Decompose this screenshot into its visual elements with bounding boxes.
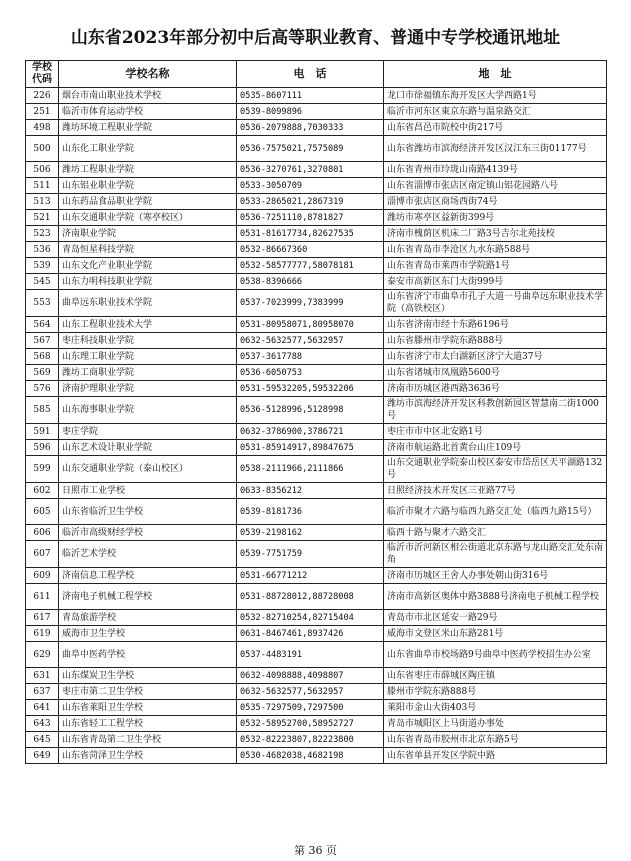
school-name-cell: 潍坊环境工程职业学院: [59, 120, 237, 136]
school-code-cell: 567: [26, 333, 59, 349]
school-name-cell: 临沂市高级财经学校: [59, 525, 237, 541]
school-code-cell: 545: [26, 274, 59, 290]
school-code-cell: 606: [26, 525, 59, 541]
school-code-cell: 643: [26, 716, 59, 732]
phone-cell: 0633-8356212: [237, 483, 384, 499]
phone-cell: 0537-4483191: [237, 642, 384, 668]
table-row: [26, 210, 607, 226]
address-cell: 潍坊市滨海经济开发区科教创新园区智慧南二街1000号: [384, 397, 607, 424]
phone-cell: 0538-8396666: [237, 274, 384, 290]
table-row: [26, 748, 607, 764]
school-name-cell: 山东工程职业技术大学: [59, 317, 237, 333]
table-row: [26, 397, 607, 424]
school-name-cell: 山东文化产业职业学院: [59, 258, 237, 274]
school-code-cell: 645: [26, 732, 59, 748]
table-row: [26, 226, 607, 242]
phone-cell: 0536-6050753: [237, 365, 384, 381]
phone-cell: 0632-5632577,5632957: [237, 333, 384, 349]
address-cell: 泰安市高新区东门大街999号: [384, 274, 607, 290]
address-cell: 莱阳市金山大街403号: [384, 700, 607, 716]
table-row: [26, 700, 607, 716]
school-code-cell: 599: [26, 456, 59, 483]
phone-cell: 0531-66771212: [237, 568, 384, 584]
table-row: [26, 626, 607, 642]
school-name-cell: 山东交通职业学院（泰山校区）: [59, 456, 237, 483]
school-code-cell: 564: [26, 317, 59, 333]
table-row: [26, 136, 607, 162]
phone-cell: 0533-3050709: [237, 178, 384, 194]
address-cell: 临西十路与聚才六路交汇: [384, 525, 607, 541]
phone-cell: 0532-82223807,82223800: [237, 732, 384, 748]
phone-cell: 0538-2111966,2111866: [237, 456, 384, 483]
school-name-cell: 山东化工职业学院: [59, 136, 237, 162]
address-cell: 济南市航运路北首黄台山庄109号: [384, 440, 607, 456]
phone-cell: 0533-2865021,2867319: [237, 194, 384, 210]
table-row: [26, 274, 607, 290]
table-row: [26, 349, 607, 365]
school-name-cell: 威海市卫生学校: [59, 626, 237, 642]
address-cell: 山东省昌邑市院校中街217号: [384, 120, 607, 136]
address-cell: 潍坊市寒亭区益新街399号: [384, 210, 607, 226]
header-school-code: 学校代码: [26, 61, 59, 88]
table-row: [26, 456, 607, 483]
school-name-cell: 枣庄市第二卫生学校: [59, 684, 237, 700]
school-code-cell: 602: [26, 483, 59, 499]
school-name-cell: 曲阜中医药学校: [59, 642, 237, 668]
school-address-table: [25, 60, 607, 764]
address-cell: 山东省单县开发区学院中路: [384, 748, 607, 764]
phone-cell: 0532-86667360: [237, 242, 384, 258]
address-cell: 济南市槐荫区机床二厂路3号吉尔北苑技校: [384, 226, 607, 242]
school-name-cell: 青岛旅游学校: [59, 610, 237, 626]
school-code-cell: 629: [26, 642, 59, 668]
school-code-cell: 619: [26, 626, 59, 642]
address-cell: 山东省青岛市李沧区九水东路588号: [384, 242, 607, 258]
phone-cell: 0539-2198162: [237, 525, 384, 541]
school-code-cell: 521: [26, 210, 59, 226]
table-row: [26, 642, 607, 668]
phone-cell: 0536-3270761,3270801: [237, 162, 384, 178]
header-phone: 电 话: [237, 61, 384, 88]
school-code-cell: 568: [26, 349, 59, 365]
phone-cell: 0532-58952700,58952727: [237, 716, 384, 732]
school-code-cell: 609: [26, 568, 59, 584]
school-code-cell: 226: [26, 88, 59, 104]
phone-cell: 0531-88728012,88728008: [237, 584, 384, 610]
school-name-cell: 山东艺术设计职业学院: [59, 440, 237, 456]
school-name-cell: 烟台市南山职业技术学校: [59, 88, 237, 104]
phone-cell: 0536-7575021,7575089: [237, 136, 384, 162]
phone-cell: 0531-80958071,80958070: [237, 317, 384, 333]
phone-cell: 0530-4682038,4682198: [237, 748, 384, 764]
school-name-cell: 日照市工业学校: [59, 483, 237, 499]
phone-cell: 0535-8607111: [237, 88, 384, 104]
address-cell: 淄博市张店区商场西街74号: [384, 194, 607, 210]
address-cell: 青岛市城阳区上马街道办事处: [384, 716, 607, 732]
school-name-cell: 济南信息工程学校: [59, 568, 237, 584]
school-code-cell: 251: [26, 104, 59, 120]
address-cell: 山东省济宁市曲阜市孔子大道一号曲阜远东职业技术学院（高铁校区）: [384, 290, 607, 317]
phone-cell: 0531-59532205,59532206: [237, 381, 384, 397]
table-row: [26, 317, 607, 333]
address-cell: 临沂市聚才六路与临西九路交汇处（临西九路15号）: [384, 499, 607, 525]
school-code-cell: 498: [26, 120, 59, 136]
table-row: [26, 483, 607, 499]
phone-cell: 0535-7297509,7297500: [237, 700, 384, 716]
table-row: [26, 668, 607, 684]
table-row: [26, 440, 607, 456]
page-title: 山东省2023年部分初中后高等职业教育、普通中专学校通讯地址: [70, 28, 561, 48]
school-code-cell: 500: [26, 136, 59, 162]
school-name-cell: 济南电子机械工程学校: [59, 584, 237, 610]
phone-cell: 0632-5632577,5632957: [237, 684, 384, 700]
table-row: [26, 178, 607, 194]
school-code-cell: 596: [26, 440, 59, 456]
school-name-cell: 枣庄学院: [59, 424, 237, 440]
phone-cell: 0536-2079888,7030333: [237, 120, 384, 136]
table-row: [26, 88, 607, 104]
address-cell: 日照经济技术开发区三亚路77号: [384, 483, 607, 499]
phone-cell: 0536-5128996,5128998: [237, 397, 384, 424]
school-code-cell: 605: [26, 499, 59, 525]
school-name-cell: 山东药品食品职业学院: [59, 194, 237, 210]
school-name-cell: 山东省菏泽卫生学校: [59, 748, 237, 764]
table-row: [26, 684, 607, 700]
school-name-cell: 山东海事职业学院: [59, 397, 237, 424]
school-code-cell: 569: [26, 365, 59, 381]
table-row: [26, 610, 607, 626]
phone-cell: 0632-3786900,3786721: [237, 424, 384, 440]
school-code-cell: 641: [26, 700, 59, 716]
school-name-cell: 山东铝业职业学院: [59, 178, 237, 194]
school-name-cell: 潍坊工程职业学院: [59, 162, 237, 178]
phone-cell: 0539-7751759: [237, 541, 384, 568]
table-row: [26, 499, 607, 525]
address-cell: 山东省滕州市学院东路888号: [384, 333, 607, 349]
school-code-cell: 576: [26, 381, 59, 397]
school-name-cell: 山东煤炭卫生学校: [59, 668, 237, 684]
table-row: [26, 194, 607, 210]
school-name-cell: 潍坊工商职业学院: [59, 365, 237, 381]
school-name-cell: 山东省莱阳卫生学校: [59, 700, 237, 716]
table-row: [26, 242, 607, 258]
table-row: [26, 290, 607, 317]
school-code-cell: 506: [26, 162, 59, 178]
school-name-cell: 临沂市体育运动学校: [59, 104, 237, 120]
phone-cell: 0537-3617788: [237, 349, 384, 365]
page-number: 第 36 页: [294, 844, 337, 857]
phone-cell: 0537-7023999,7383999: [237, 290, 384, 317]
school-code-cell: 611: [26, 584, 59, 610]
address-cell: 山东省济宁市太白湖新区济宁大道37号: [384, 349, 607, 365]
address-cell: 济南市历城区港西路3636号: [384, 381, 607, 397]
address-cell: 山东省淄博市张店区南定镇山铝花园路八号: [384, 178, 607, 194]
table-row: [26, 365, 607, 381]
school-name-cell: 山东理工职业学院: [59, 349, 237, 365]
phone-cell: 0531-81617734,82627535: [237, 226, 384, 242]
address-cell: 山东省潍坊市滨海经济开发区汉江东三街01177号: [384, 136, 607, 162]
address-cell: 青岛市市北区延安一路29号: [384, 610, 607, 626]
address-cell: 山东省枣庄市薛城区陶庄镇: [384, 668, 607, 684]
school-code-cell: 523: [26, 226, 59, 242]
address-cell: 临沂市河东区東京东路与温泉路交汇: [384, 104, 607, 120]
table-row: [26, 333, 607, 349]
school-name-cell: 济南护理职业学院: [59, 381, 237, 397]
school-code-cell: 539: [26, 258, 59, 274]
phone-cell: 0531-85914917,89847675: [237, 440, 384, 456]
table-row: [26, 104, 607, 120]
address-cell: 山东交通职业学院泰山校区泰安市岱岳区天平湖路132号: [384, 456, 607, 483]
school-code-cell: 649: [26, 748, 59, 764]
school-name-cell: 临沂艺术学校: [59, 541, 237, 568]
table-row: [26, 541, 607, 568]
address-cell: 山东省曲阜市校场路9号曲阜中医药学校招生办公室: [384, 642, 607, 668]
address-cell: 威海市文登区米山东路281号: [384, 626, 607, 642]
school-code-cell: 591: [26, 424, 59, 440]
school-name-cell: 枣庄科技职业学院: [59, 333, 237, 349]
table-row: [26, 584, 607, 610]
address-cell: 济南市历城区王舍人办事处朝山街316号: [384, 568, 607, 584]
phone-cell: 0631-8467461,8937426: [237, 626, 384, 642]
table-row: [26, 716, 607, 732]
address-cell: 济南市高新区奥体中路3888号济南电子机械工程学校: [384, 584, 607, 610]
school-name-cell: 山东力明科技职业学院: [59, 274, 237, 290]
table-row: [26, 732, 607, 748]
school-code-cell: 637: [26, 684, 59, 700]
address-cell: 山东省青岛市胶州市北京东路5号: [384, 732, 607, 748]
address-cell: 临沂市沂河新区相公街道北京东路与龙山路交汇处东南角: [384, 541, 607, 568]
school-code-cell: 631: [26, 668, 59, 684]
phone-cell: 0536-7251110,8781827: [237, 210, 384, 226]
school-code-cell: 617: [26, 610, 59, 626]
phone-cell: 0532-82710254,82715404: [237, 610, 384, 626]
table-row: [26, 424, 607, 440]
school-name-cell: 山东省青岛第二卫生学校: [59, 732, 237, 748]
school-code-cell: 536: [26, 242, 59, 258]
table-header-row: [26, 61, 607, 88]
table-row: [26, 162, 607, 178]
table-body: [26, 88, 607, 764]
school-name-cell: 青岛恒星科技学院: [59, 242, 237, 258]
school-code-cell: 553: [26, 290, 59, 317]
table-row: [26, 525, 607, 541]
address-cell: 山东省济南市经十东路6196号: [384, 317, 607, 333]
phone-cell: 0532-58577777,58078181: [237, 258, 384, 274]
address-cell: 山东省青州市玲珑山南路4139号: [384, 162, 607, 178]
address-cell: 枣庄市市中区北安路1号: [384, 424, 607, 440]
address-cell: 山东省诸城市凤凰路5600号: [384, 365, 607, 381]
school-code-cell: 585: [26, 397, 59, 424]
phone-cell: 0539-8099896: [237, 104, 384, 120]
header-school-name: 学校名称: [59, 61, 237, 88]
address-cell: 滕州市学院东路888号: [384, 684, 607, 700]
school-name-cell: 山东交通职业学院（寒亭校区）: [59, 210, 237, 226]
school-name-cell: 山东省临沂卫生学校: [59, 499, 237, 525]
table-row: [26, 568, 607, 584]
phone-cell: 0539-8181736: [237, 499, 384, 525]
school-name-cell: 山东省轻工工程学校: [59, 716, 237, 732]
phone-cell: 0632-4098888,4098807: [237, 668, 384, 684]
address-cell: 山东省青岛市莱西市学院路1号: [384, 258, 607, 274]
table-row: [26, 258, 607, 274]
address-cell: 龙口市徐福镇东海开发区大学西路1号: [384, 88, 607, 104]
school-name-cell: 济南职业学院: [59, 226, 237, 242]
header-address: 地 址: [384, 61, 607, 88]
table-row: [26, 381, 607, 397]
school-name-cell: 曲阜远东职业技术学院: [59, 290, 237, 317]
school-code-cell: 607: [26, 541, 59, 568]
school-code-cell: 513: [26, 194, 59, 210]
table-row: [26, 120, 607, 136]
school-code-cell: 511: [26, 178, 59, 194]
